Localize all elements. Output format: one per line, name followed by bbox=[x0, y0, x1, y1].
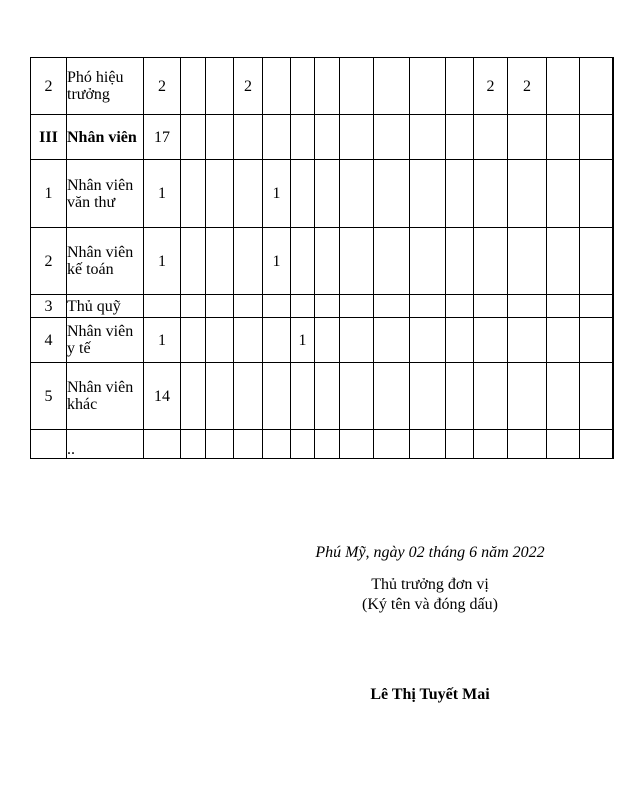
count-cell bbox=[580, 430, 613, 459]
count-cell bbox=[508, 115, 547, 160]
staff-table bbox=[30, 57, 614, 459]
count-cell bbox=[181, 160, 206, 228]
count-cell bbox=[206, 58, 234, 115]
count-cell bbox=[315, 160, 340, 228]
count-cell bbox=[410, 58, 446, 115]
count-cell bbox=[291, 58, 315, 115]
total-count-cell bbox=[144, 430, 181, 459]
count-cell bbox=[580, 318, 613, 363]
count-cell bbox=[234, 160, 263, 228]
count-cell: 1 bbox=[263, 228, 291, 295]
count-cell bbox=[315, 318, 340, 363]
count-cell bbox=[474, 228, 508, 295]
count-cell bbox=[206, 295, 234, 318]
count-cell bbox=[446, 228, 474, 295]
count-cell bbox=[315, 363, 340, 430]
count-cell bbox=[340, 228, 374, 295]
count-cell bbox=[474, 115, 508, 160]
count-cell bbox=[206, 160, 234, 228]
position-name: Nhân viên khác bbox=[67, 363, 144, 430]
position-name: Nhân viên văn thư bbox=[67, 160, 144, 228]
count-cell bbox=[410, 430, 446, 459]
total-count-cell: 17 bbox=[144, 115, 181, 160]
count-cell bbox=[508, 160, 547, 228]
count-cell: 2 bbox=[234, 58, 263, 115]
count-cell bbox=[206, 115, 234, 160]
count-cell bbox=[613, 295, 614, 318]
count-cell bbox=[547, 363, 580, 430]
count-cell bbox=[181, 430, 206, 459]
count-cell bbox=[613, 160, 614, 228]
row-number: 3 bbox=[31, 295, 67, 318]
row-number: 5 bbox=[31, 363, 67, 430]
count-cell bbox=[410, 160, 446, 228]
table-row bbox=[31, 430, 614, 459]
total-count-cell: 2 bbox=[144, 58, 181, 115]
count-cell bbox=[340, 160, 374, 228]
total-count-cell bbox=[144, 295, 181, 318]
row-number: 2 bbox=[31, 58, 67, 115]
count-cell bbox=[181, 115, 206, 160]
count-cell bbox=[315, 58, 340, 115]
count-cell bbox=[410, 363, 446, 430]
count-cell bbox=[291, 115, 315, 160]
count-cell bbox=[206, 318, 234, 363]
count-cell: 2 bbox=[508, 58, 547, 115]
count-cell bbox=[340, 295, 374, 318]
count-cell bbox=[580, 160, 613, 228]
count-cell bbox=[474, 430, 508, 459]
table-row bbox=[31, 160, 614, 228]
count-cell bbox=[234, 295, 263, 318]
count-cell bbox=[374, 160, 410, 228]
count-cell: 1 bbox=[291, 318, 315, 363]
count-cell bbox=[340, 115, 374, 160]
count-cell bbox=[508, 363, 547, 430]
position-name: Phó hiệu trưởng bbox=[67, 58, 144, 115]
count-cell bbox=[340, 430, 374, 459]
signer-name: Lê Thị Tuyết Mai bbox=[370, 686, 490, 703]
count-cell bbox=[446, 318, 474, 363]
total-count-cell: 1 bbox=[144, 228, 181, 295]
count-cell bbox=[547, 160, 580, 228]
total-count-cell: 1 bbox=[144, 318, 181, 363]
count-cell bbox=[206, 430, 234, 459]
count-cell bbox=[374, 295, 410, 318]
total-count-cell: 14 bbox=[144, 363, 181, 430]
count-cell bbox=[181, 318, 206, 363]
total-count-cell: 1 bbox=[144, 160, 181, 228]
count-cell bbox=[474, 318, 508, 363]
row-number bbox=[31, 430, 67, 459]
place-date: Phú Mỹ, ngày 02 tháng 6 năm 2022 bbox=[315, 544, 545, 561]
count-cell bbox=[446, 430, 474, 459]
count-cell bbox=[340, 58, 374, 115]
count-cell bbox=[291, 430, 315, 459]
count-cell bbox=[474, 363, 508, 430]
count-cell bbox=[263, 318, 291, 363]
count-cell bbox=[547, 58, 580, 115]
count-cell bbox=[474, 160, 508, 228]
count-cell bbox=[613, 228, 614, 295]
count-cell bbox=[181, 58, 206, 115]
count-cell bbox=[234, 363, 263, 430]
count-cell bbox=[374, 318, 410, 363]
position-name: Nhân viên kế toán bbox=[67, 228, 144, 295]
count-cell bbox=[508, 228, 547, 295]
count-cell bbox=[234, 318, 263, 363]
table-row bbox=[31, 363, 614, 430]
table-row bbox=[31, 295, 614, 318]
count-cell bbox=[580, 228, 613, 295]
count-cell bbox=[410, 318, 446, 363]
count-cell bbox=[291, 228, 315, 295]
count-cell bbox=[580, 115, 613, 160]
count-cell bbox=[613, 363, 614, 430]
count-cell bbox=[410, 115, 446, 160]
count-cell bbox=[181, 295, 206, 318]
count-cell bbox=[547, 228, 580, 295]
signature-note: (Ký tên và đóng dấu) bbox=[362, 596, 498, 613]
table-row bbox=[31, 228, 614, 295]
count-cell bbox=[263, 430, 291, 459]
count-cell bbox=[181, 228, 206, 295]
position-name: Nhân viên y tế bbox=[67, 318, 144, 363]
count-cell bbox=[263, 363, 291, 430]
count-cell bbox=[374, 115, 410, 160]
count-cell bbox=[263, 58, 291, 115]
count-cell bbox=[474, 295, 508, 318]
row-number: 1 bbox=[31, 160, 67, 228]
count-cell bbox=[374, 363, 410, 430]
count-cell bbox=[234, 228, 263, 295]
count-cell bbox=[291, 363, 315, 430]
count-cell bbox=[446, 160, 474, 228]
table-row bbox=[31, 58, 614, 115]
count-cell bbox=[547, 115, 580, 160]
count-cell bbox=[446, 58, 474, 115]
position-name: Nhân viên bbox=[67, 115, 144, 160]
count-cell bbox=[508, 295, 547, 318]
table-row bbox=[31, 318, 614, 363]
count-cell bbox=[315, 430, 340, 459]
count-cell bbox=[291, 160, 315, 228]
count-cell bbox=[446, 363, 474, 430]
count-cell bbox=[613, 318, 614, 363]
row-number: 2 bbox=[31, 228, 67, 295]
table-row bbox=[31, 115, 614, 160]
count-cell bbox=[374, 58, 410, 115]
count-cell bbox=[547, 430, 580, 459]
count-cell bbox=[374, 228, 410, 295]
count-cell bbox=[508, 430, 547, 459]
count-cell bbox=[263, 295, 291, 318]
count-cell bbox=[234, 115, 263, 160]
count-cell: 1 bbox=[263, 160, 291, 228]
signatory-title: Thủ trưởng đơn vị bbox=[371, 576, 489, 593]
count-cell bbox=[410, 295, 446, 318]
count-cell bbox=[315, 295, 340, 318]
count-cell bbox=[446, 295, 474, 318]
count-cell: 2 bbox=[474, 58, 508, 115]
count-cell bbox=[340, 318, 374, 363]
count-cell bbox=[446, 115, 474, 160]
count-cell bbox=[613, 115, 614, 160]
count-cell bbox=[613, 58, 614, 115]
count-cell bbox=[315, 115, 340, 160]
count-cell bbox=[263, 115, 291, 160]
count-cell bbox=[315, 228, 340, 295]
row-number: 4 bbox=[31, 318, 67, 363]
count-cell bbox=[580, 58, 613, 115]
count-cell bbox=[181, 363, 206, 430]
position-name: .. bbox=[67, 430, 144, 459]
count-cell bbox=[291, 295, 315, 318]
count-cell bbox=[580, 363, 613, 430]
count-cell bbox=[613, 430, 614, 459]
count-cell bbox=[206, 363, 234, 430]
position-name: Thủ quỹ bbox=[67, 295, 144, 318]
count-cell bbox=[508, 318, 547, 363]
count-cell bbox=[234, 430, 263, 459]
count-cell bbox=[374, 430, 410, 459]
count-cell bbox=[340, 363, 374, 430]
count-cell bbox=[206, 228, 234, 295]
count-cell bbox=[580, 295, 613, 318]
count-cell bbox=[547, 318, 580, 363]
count-cell bbox=[410, 228, 446, 295]
row-number: III bbox=[31, 115, 67, 160]
count-cell bbox=[547, 295, 580, 318]
